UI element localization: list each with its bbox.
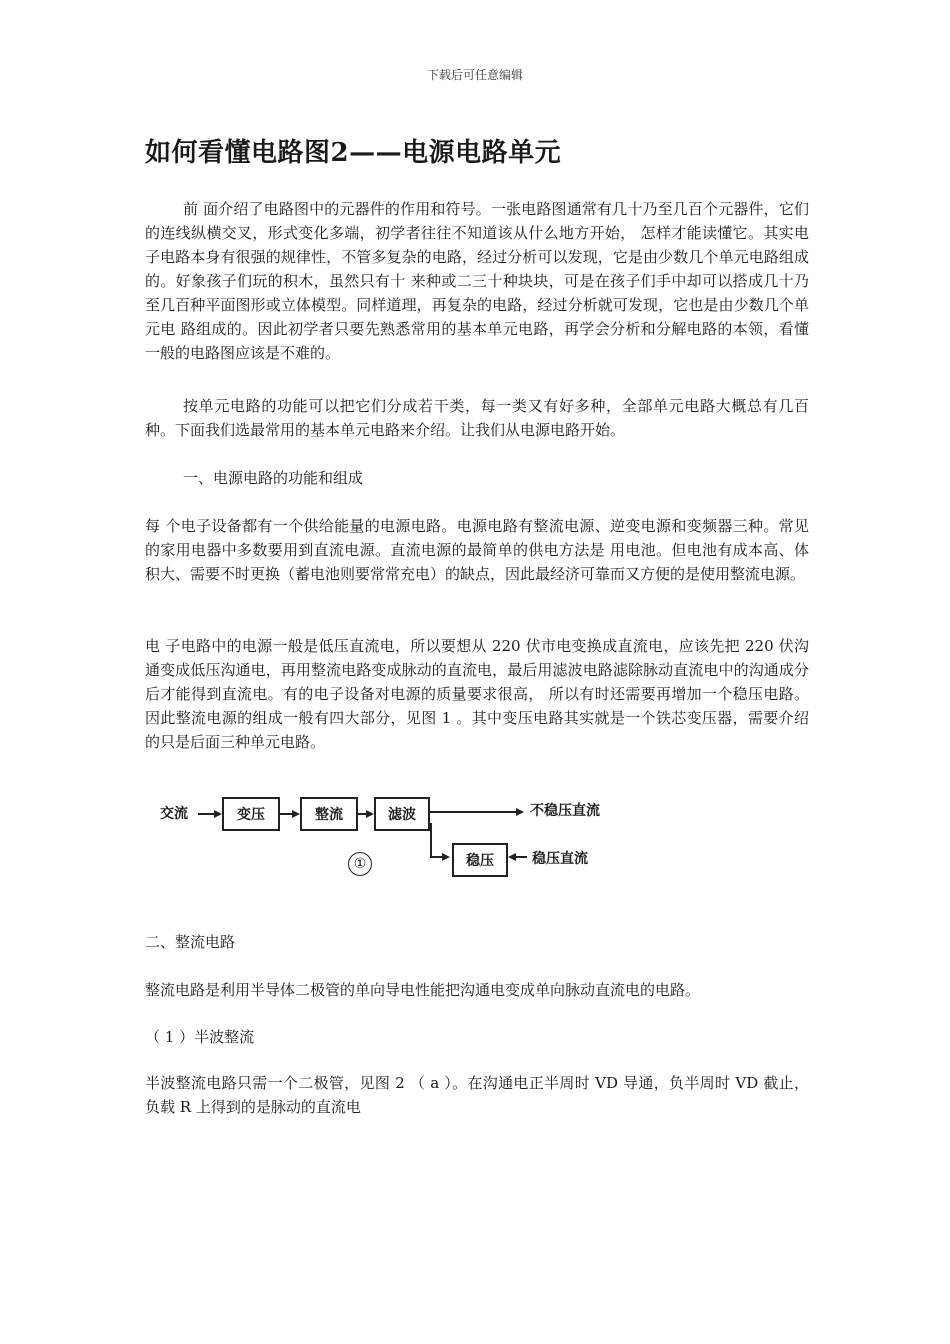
arrow-right-icon (366, 810, 374, 818)
power-supply-block-diagram (160, 790, 630, 885)
block-transformer-label: 变压 (237, 807, 265, 823)
arrow-right-icon (516, 808, 524, 816)
page-title: 如何看懂电路图2——电源电路单元 (145, 138, 562, 168)
paragraph-classify: 按单元电路的功能可以把它们分成若干类，每一类又有好多种，全部单元电路大概总有几百种。下面我们选最常用的基本单元电路来介绍。让我们从电源电路开始。 (145, 397, 809, 439)
paragraph-rectifier-definition: 整流电路是利用半导体二极管的单向导电性能把沟通电变成单向脉动直流电的电路。 (145, 981, 701, 999)
section-heading-rectifier: 二、整流电路 (145, 933, 236, 951)
input-ac-label: 交流 (160, 806, 188, 822)
section-heading-power-function: 一、电源电路的功能和组成 (183, 469, 364, 487)
connector-line (430, 811, 520, 813)
paragraph-power-composition: 电 子电路中的电源一般是低压直流电，所以要想从 220 伏市电变换成直流电，应该先把 220 伏沟通变成低压沟通电，再用整流电路变成脉动的直流电，最后用滤波电路滤除脉动直流电中的沟通成分后才能得到直流电。有的电子设备对电源的质量要求很高， 所以有时还需要再增加一个稳压电路。因此整流电源的组成一般有四大部分，见图 1 。其中变压电路其实就是一个铁芯变压器，需要介绍的只是后面三种单元电路。 (145, 637, 809, 751)
block-filter-label: 滤波 (388, 807, 416, 823)
block-regulator-label: 稳压 (466, 853, 494, 869)
output-regulated-label: 稳压直流 (532, 851, 588, 867)
figure-number-label: ① (348, 852, 372, 876)
block-regulator (452, 843, 508, 877)
page-header: 下载后可任意编辑 (426, 68, 523, 82)
connector-line (430, 823, 432, 858)
block-rectifier (300, 797, 358, 831)
paragraph-intro: 前 面介绍了电路图中的元器件的作用和符号。一张电路图通常有几十乃至几百个元器件，它们的连线纵横交叉，形式变化多端，初学者往往不知道该从什么地方开始， 怎样才能读懂它。其实电子电路本身有很强的规律性，不管多复杂的电路，经过分析可以发现，它是由少数几个单元电路组成的。好象孩子们玩的积木，虽然只有十 来种或二三十种块块，可是在孩子们手中却可以搭成几十乃至几百种平面图形或立体模型。同样道理，再复杂的电路，经过分析就可发现，它也是由少数几个单元电 路组成的。因此初学者只要先熟悉常用的基本单元电路，再学会分析和分解电路的本领，看懂一般的电路图应该是不难的。 (145, 200, 809, 362)
arrow-right-icon (442, 853, 450, 861)
block-transformer (222, 797, 280, 831)
paragraph-half-wave: 半波整流电路只需一个二极管，见图 2 （ a ）。在沟通电正半周时 VD 导通，负半周时 VD 截止，负载 R 上得到的是脉动的直流电 (145, 1074, 809, 1116)
block-filter (374, 797, 430, 831)
paragraph-power-types: 每 个电子设备都有一个供给能量的电源电路。电源电路有整流电源、逆变电源和变频器三种。常见的家用电器中多数要用到直流电源。直流电源的最简单的供电方法是 用电池。但电池有成本高、体积大、需要不时更换（蓄电池则要常常充电）的缺点，因此最经济可靠而又方便的是使用整流电源。 (145, 517, 809, 583)
block-rectifier-label: 整流 (315, 807, 343, 823)
arrow-right-icon (292, 810, 300, 818)
subheading-half-wave: （ 1 ）半波整流 (145, 1028, 255, 1046)
arrow-right-icon (214, 810, 222, 818)
connector-line (515, 856, 527, 858)
output-unregulated-label: 不稳压直流 (530, 803, 600, 819)
